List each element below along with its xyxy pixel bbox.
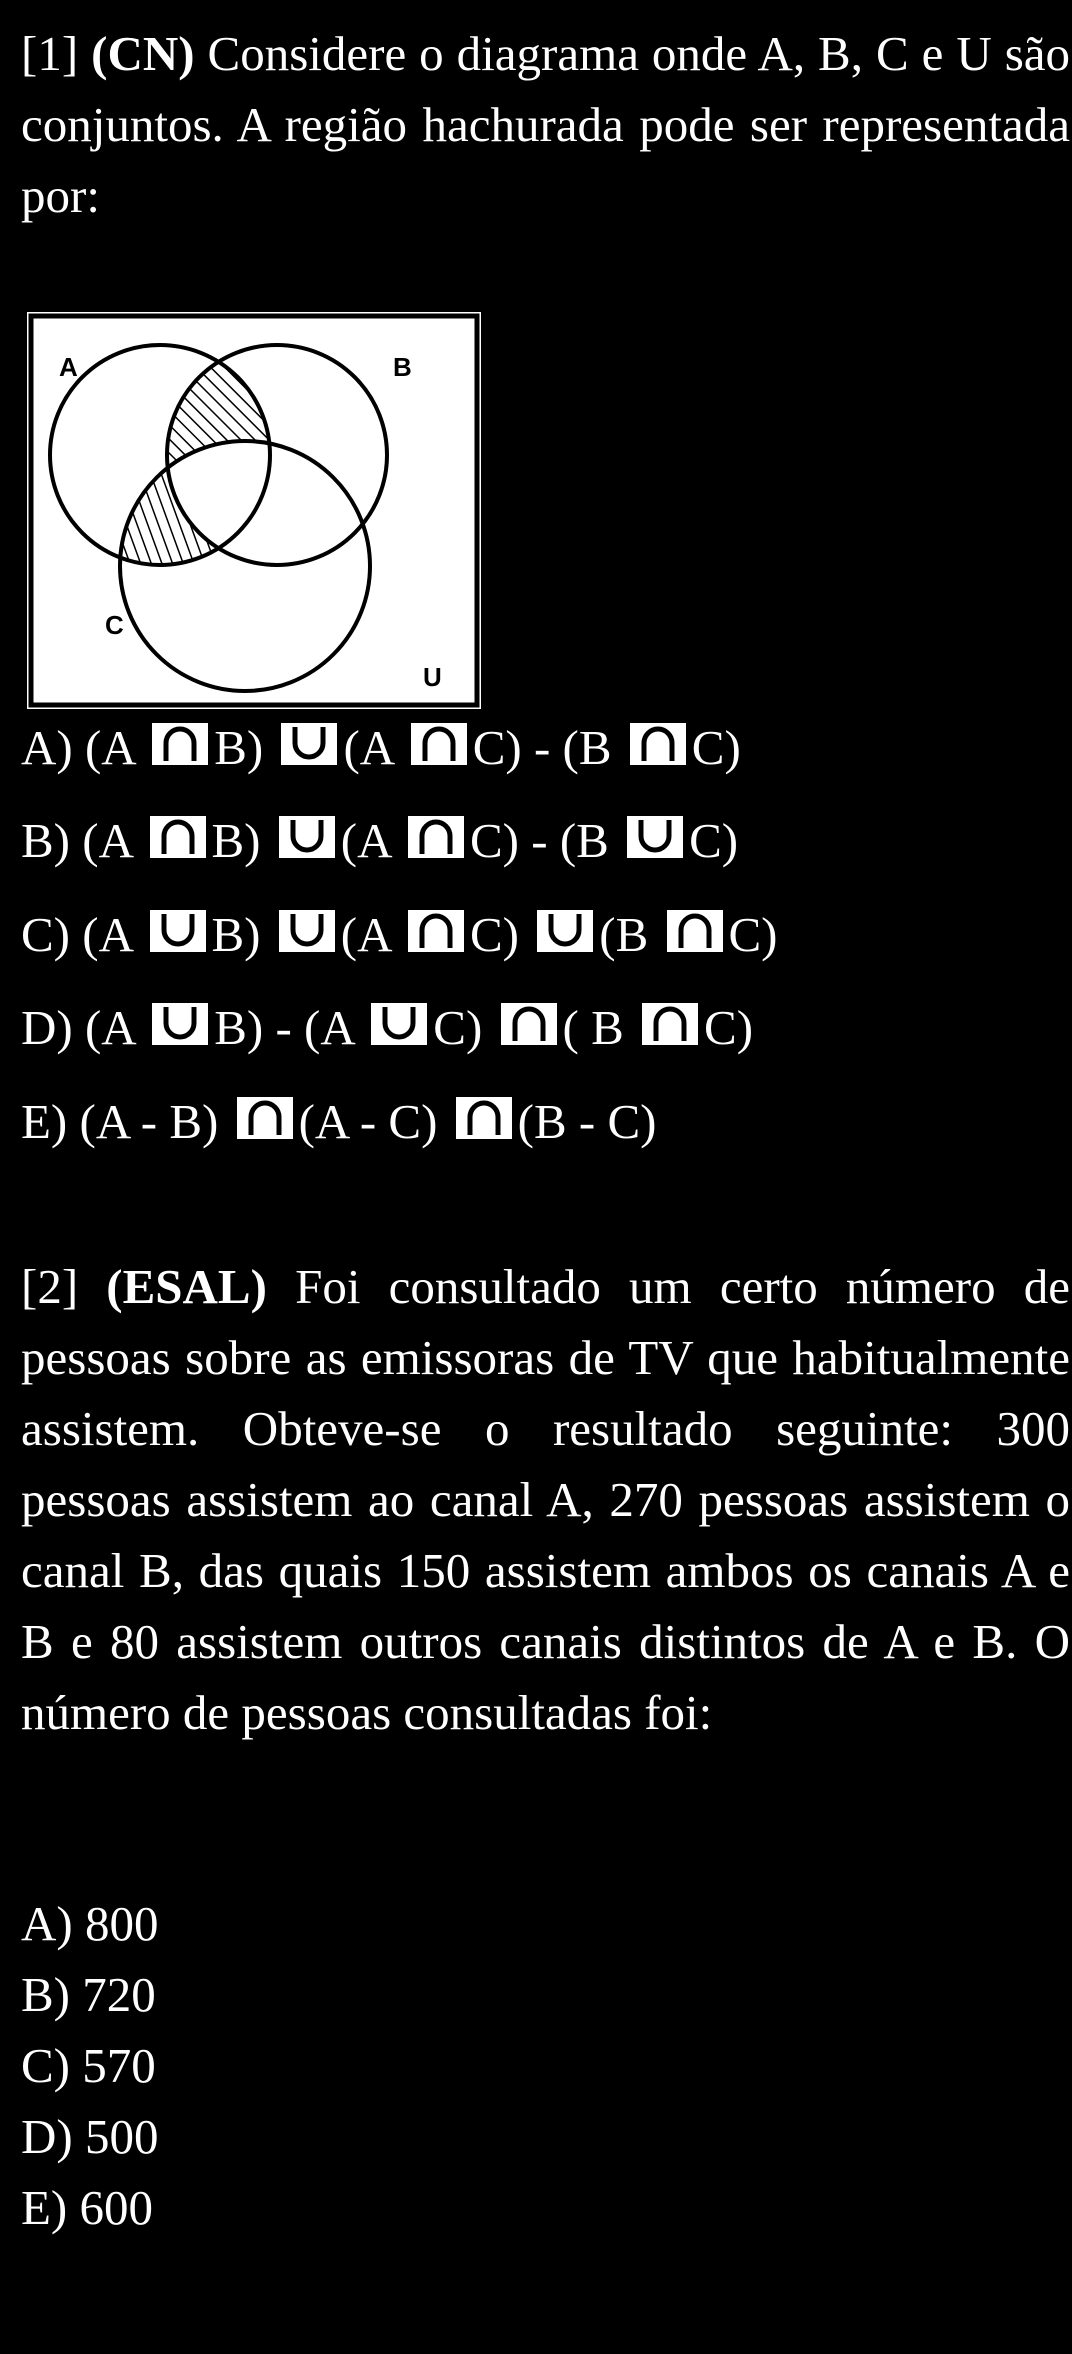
intersection-icon	[642, 1003, 698, 1045]
option-text: (A	[340, 813, 402, 868]
question-2-option-c[interactable]: C) 570	[21, 2038, 156, 2093]
option-text: C)	[470, 907, 532, 962]
label-b: B	[393, 352, 412, 382]
option-text: B) - (A	[214, 1000, 366, 1055]
option-text: D) (A	[21, 1000, 147, 1055]
union-icon	[627, 816, 683, 858]
option-text: ( B	[562, 1000, 637, 1055]
option-text: (A - C)	[298, 1094, 450, 1149]
question-1-option-e[interactable]	[21, 1092, 656, 1152]
question-1-option-b[interactable]	[21, 811, 738, 871]
intersection-icon	[408, 910, 464, 952]
option-text: (A	[343, 720, 405, 775]
intersection-icon	[667, 910, 723, 952]
option-text: C)	[433, 1000, 495, 1055]
label-a: A	[59, 352, 78, 382]
question-1-option-a[interactable]	[21, 718, 741, 778]
question-1-source: (CN)	[91, 26, 195, 81]
union-icon	[281, 723, 337, 765]
option-text: (B - C)	[517, 1094, 657, 1149]
venn-diagram	[27, 312, 481, 709]
option-text: C)	[689, 813, 739, 868]
option-text: C)	[704, 1000, 754, 1055]
intersection-icon	[501, 1003, 557, 1045]
question-2-number: [2]	[21, 1259, 79, 1314]
question-2-source: (ESAL)	[106, 1259, 267, 1314]
option-text: B)	[211, 813, 273, 868]
option-text: B)	[211, 907, 273, 962]
question-1-statement	[21, 18, 1070, 231]
question-1-text: Considere o diagrama onde A, B, C e U são conjuntos. A região hachurada pode ser representada por:	[21, 26, 1071, 223]
option-text: C) - (B	[472, 720, 624, 775]
option-text: C) - (B	[470, 813, 622, 868]
option-text: E) (A - B)	[21, 1094, 231, 1149]
question-2-option-b[interactable]: B) 720	[21, 1967, 156, 2022]
option-text: B) (A	[21, 813, 144, 868]
union-icon	[537, 910, 593, 952]
question-1-option-c[interactable]	[21, 905, 778, 965]
option-text: (A	[340, 907, 402, 962]
option-text: A) (A	[21, 720, 147, 775]
union-icon	[150, 910, 206, 952]
intersection-icon	[152, 723, 208, 765]
question-2-text: Foi consultado um certo número de pessoas sobre as emissoras de TV que habitualmente assistem. Obteve-se o resultado seguinte: 300 pessoas assistem ao canal A, 270 pessoas assistem o canal B, das quais 150 assistem ambos os canais A e B e 80 assistem outros canais distintos de A e B. O número de pessoas consultadas foi:	[21, 1259, 1070, 1740]
union-icon	[371, 1003, 427, 1045]
label-c: C	[105, 610, 124, 640]
union-icon	[279, 816, 335, 858]
question-1-option-d[interactable]	[21, 998, 753, 1058]
option-text: C) (A	[21, 907, 144, 962]
option-text: B)	[214, 720, 276, 775]
intersection-icon	[411, 723, 467, 765]
question-1-number: [1]	[21, 26, 79, 81]
label-u: U	[423, 662, 442, 692]
question-2-option-a[interactable]: A) 800	[21, 1896, 159, 1951]
option-text: C)	[691, 720, 741, 775]
intersection-icon	[456, 1097, 512, 1139]
intersection-icon	[150, 816, 206, 858]
question-2-option-e[interactable]: E) 600	[21, 2180, 153, 2235]
union-icon	[279, 910, 335, 952]
intersection-icon	[408, 816, 464, 858]
option-text: C)	[728, 907, 778, 962]
union-icon	[152, 1003, 208, 1045]
question-2-statement	[21, 1251, 1070, 1748]
option-text: (B	[599, 907, 661, 962]
intersection-icon	[630, 723, 686, 765]
question-2-option-d[interactable]: D) 500	[21, 2109, 159, 2164]
intersection-icon	[237, 1097, 293, 1139]
